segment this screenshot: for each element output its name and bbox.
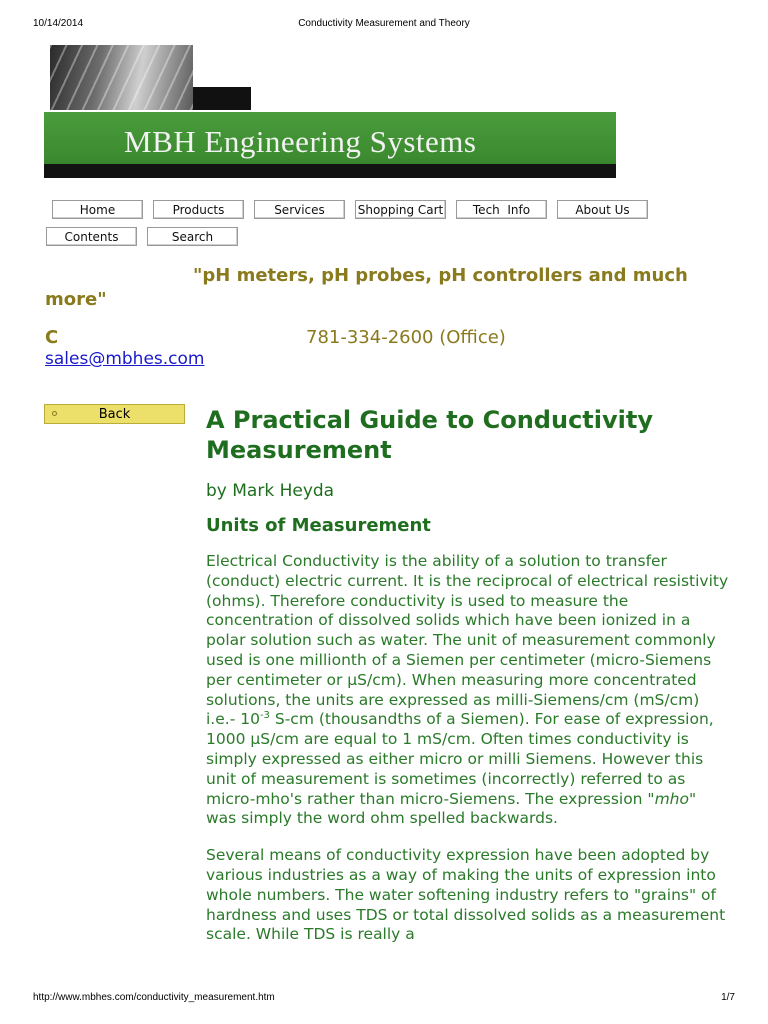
nav-products-button[interactable]: Products [153, 200, 244, 219]
print-date: 10/14/2014 [33, 18, 84, 29]
banner-photo [50, 45, 251, 110]
back-button-label: Back [98, 406, 131, 422]
article-title: A Practical Guide to Conductivity Measurement [206, 406, 653, 464]
print-footer [0, 992, 768, 1006]
tagline-line2: more" [45, 289, 107, 310]
back-button[interactable] [44, 404, 185, 424]
nav-about-us-button[interactable]: About Us [557, 200, 648, 219]
tagline-line1: "pH meters, pH probes, pH controllers and much [193, 265, 688, 286]
bullet-icon [52, 411, 57, 416]
nav-tech-info-button[interactable]: Tech Info [456, 200, 547, 219]
print-header [0, 18, 768, 32]
paragraph-1: Electrical Conductivity is the ability of a solution to transfer (conduct) electric current. It is the reciprocal of electrical resistivity (ohms). Therefore conductivity is used to measure the concentration of dissolved solids which have been ionized in a polar solution such as water. The unit of measurement commonly used is one millionth of a Siemen per centimeter (micro-Siemens per centimeter or µS/cm). When measuring more concentrated solutions, the units are expressed as milli-Siemens/cm (mS/cm) i.e.- $10^{-3}$ S-cm (thousandths of a Siemen). For ease of expression, 1000 µS/cm are equal to 1 mS/cm. Often times conductivity is simply expressed as either micro or milli Siemens. However this unit of measurement is sometimes (incorrectly) referred to as micro-mho's rather than micro-Siemens. The expression "mho" was simply the word ohm spelled backwards. [206, 552, 729, 828]
article-byline: by Mark Heyda [206, 481, 335, 501]
nav-home-button[interactable]: Home [52, 200, 143, 219]
nav-contents-button[interactable]: Contents [46, 227, 137, 246]
print-page-number: 1/7 [721, 992, 735, 1003]
contact-label: C [45, 327, 59, 348]
company-logo-banner [44, 112, 616, 178]
tagline [45, 264, 725, 312]
contact-phone: 781-334-2600 (Office) [306, 327, 506, 348]
nav-shopping-cart-button[interactable]: Shopping Cart [355, 200, 446, 219]
article [206, 405, 730, 945]
print-title: Conductivity Measurement and Theory [298, 18, 470, 29]
contact-email-link[interactable]: sales@mbhes.com [45, 349, 205, 369]
print-url: http://www.mbhes.com/conductivity_measurement.htm [33, 992, 275, 1003]
nav-search-button[interactable]: Search [147, 227, 238, 246]
nav-services-button[interactable]: Services [254, 200, 345, 219]
section-heading: Units of Measurement [206, 515, 431, 536]
paragraph-2: Several means of conductivity expression have been adopted by various industries as a way of making the units of expression into whole numbers. The water softening industry refers to "grains" of hardness and uses TDS or total dissolved solids as a measurement scale. While TDS is really a [206, 846, 726, 944]
company-logo-text: MBH Engineering Systems [124, 124, 477, 159]
